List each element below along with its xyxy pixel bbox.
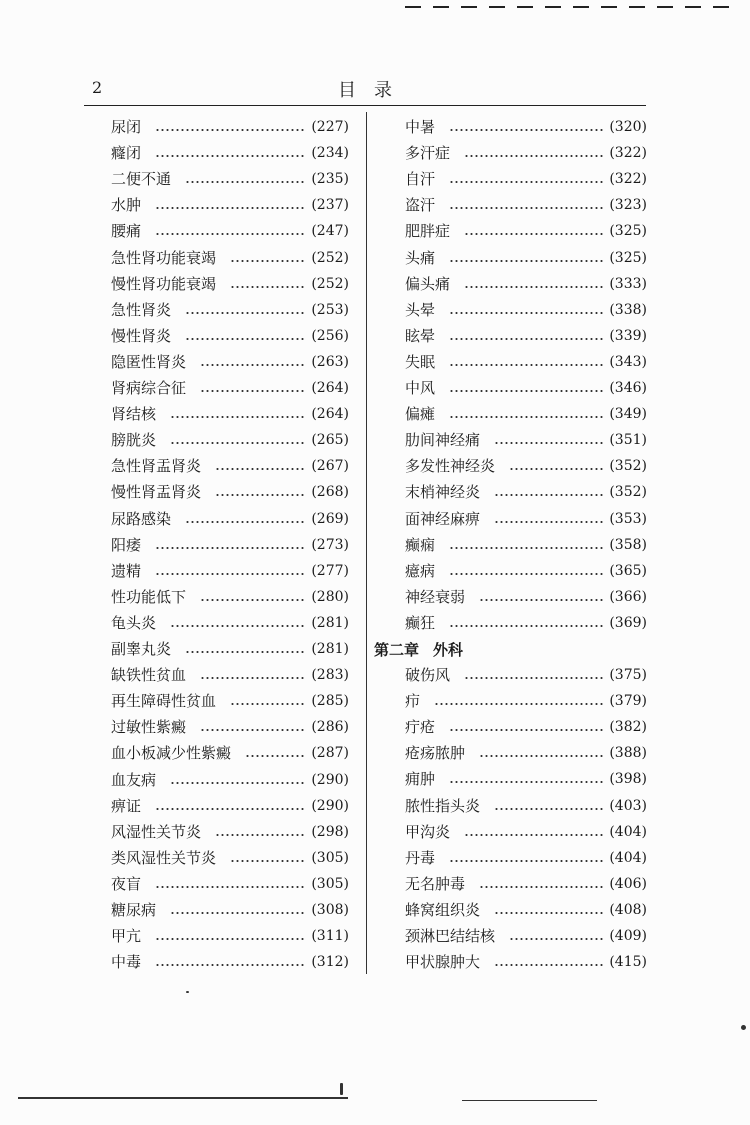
toc-entry-page: (352): [609, 484, 647, 501]
toc-entry[interactable]: [111, 535, 349, 555]
toc-entry-title: 盗汗: [405, 196, 436, 215]
toc-entry-page: (322): [609, 145, 647, 162]
toc-entry-page: (352): [609, 458, 647, 475]
dot-leader: [464, 221, 604, 241]
toc-entry-title: 过敏性紫癜: [111, 718, 187, 737]
toc-entry-page: (247): [311, 223, 349, 240]
dot-leader: [449, 769, 604, 789]
dot-leader: [479, 587, 604, 607]
toc-entry-title: 尿路感染: [111, 509, 172, 528]
dot-leader: [449, 248, 604, 268]
toc-entry-title: 二便不通: [111, 170, 172, 189]
toc-entry-page: (286): [311, 719, 349, 736]
toc-entry-title: 糖尿病: [111, 901, 157, 919]
dot-leader: [509, 456, 604, 476]
page-title: 目录: [338, 80, 410, 101]
toc-entry-page: (358): [609, 536, 647, 553]
toc-entry-page: (379): [609, 693, 647, 710]
dot-leader: [200, 587, 306, 607]
toc-entry-page: (234): [311, 145, 349, 162]
toc-entry-title: 破伤风: [405, 666, 451, 684]
toc-entry[interactable]: [111, 221, 349, 241]
dot-leader: [494, 952, 604, 972]
toc-entry-page: (404): [609, 849, 647, 866]
toc-entry[interactable]: [111, 926, 349, 946]
dot-leader: [185, 326, 306, 346]
dot-leader: [185, 300, 306, 320]
dot-leader: [200, 352, 306, 372]
toc-entry-page: (338): [609, 301, 647, 318]
dot-leader: [449, 535, 604, 555]
toc-entry[interactable]: [111, 300, 349, 320]
dot-leader: [449, 300, 604, 320]
toc-entry-title: 末梢神经炎: [405, 483, 481, 502]
dot-leader: [449, 326, 604, 346]
toc-entry-title: 急性肾炎: [111, 300, 172, 319]
toc-entry[interactable]: [405, 378, 647, 398]
toc-entry-title: 眩晕: [405, 326, 436, 345]
dot-leader: [449, 613, 604, 633]
dot-leader: [155, 874, 306, 894]
toc-entry-title: 副睾丸炎: [111, 640, 172, 658]
dot-leader: [464, 274, 604, 294]
toc-entry-title: 丹毒: [405, 848, 436, 867]
dot-leader: [155, 796, 306, 816]
toc-entry-title: 偏瘫: [405, 405, 436, 424]
toc-entry-title: 缺铁性贫血: [111, 666, 187, 685]
toc-entry-page: (325): [609, 223, 647, 240]
toc-entry[interactable]: [405, 117, 647, 137]
toc-entry-title: 类风湿性关节炎: [111, 848, 217, 867]
toc-entry[interactable]: [405, 900, 647, 920]
toc-entry-page: (285): [311, 693, 349, 710]
chapter-title: 外科: [433, 641, 464, 659]
toc-entry-page: (280): [311, 588, 349, 605]
toc-entry[interactable]: [405, 743, 647, 763]
dot-leader: [155, 195, 306, 215]
top-edge-dashes: [405, 6, 750, 12]
page-number: 2: [92, 78, 103, 97]
toc-entry-title: 面神经麻痹: [405, 509, 481, 528]
toc-entry-title: 头晕: [405, 300, 436, 319]
dot-leader: [449, 404, 604, 424]
toc-entry-page: (415): [609, 954, 647, 971]
toc-entry-page: (273): [311, 536, 349, 553]
toc-entry-page: (346): [609, 380, 647, 396]
toc-entry[interactable]: [405, 274, 647, 294]
toc-entry-title: 隐匿性肾炎: [111, 352, 187, 371]
toc-entry-title: 偏头痛: [405, 274, 451, 293]
dot-leader: [479, 743, 604, 763]
toc-entry-title: 肾病综合征: [111, 379, 187, 397]
toc-entry-title: 血友病: [111, 770, 157, 789]
toc-entry-title: 甲状腺肿大: [405, 953, 481, 972]
toc-entry[interactable]: [405, 326, 647, 346]
toc-entry-title: 疔疮: [405, 718, 436, 737]
toc-entry-title: 性功能低下: [111, 587, 187, 606]
toc-entry-title: 慢性肾功能衰竭: [111, 274, 217, 293]
toc-entry-page: (237): [311, 197, 349, 214]
dot-leader: [464, 665, 604, 685]
toc-entry[interactable]: [405, 143, 647, 163]
dot-leader: [449, 117, 604, 137]
toc-entry[interactable]: [405, 665, 647, 685]
dot-leader: [155, 143, 306, 163]
toc-entry-title: 阳痿: [111, 535, 142, 554]
toc-entry-title: 膀胱炎: [111, 431, 157, 450]
toc-entry[interactable]: [405, 717, 647, 737]
dot-leader: [215, 456, 306, 476]
toc-entry-page: (305): [311, 849, 349, 866]
toc-entry-page: (323): [609, 197, 647, 214]
header-rule: [84, 105, 646, 106]
toc-entry-title: 多汗症: [405, 144, 451, 163]
toc-entry-title: 疖: [405, 692, 421, 711]
toc-entry-title: 颈淋巴结结核: [405, 927, 496, 945]
toc-entry-title: 甲沟炎: [405, 822, 451, 841]
toc-entry-page: (252): [311, 249, 349, 266]
dot-leader: [230, 848, 306, 868]
dot-leader: [215, 822, 306, 842]
toc-entry-page: (268): [311, 484, 349, 501]
toc-entry[interactable]: [111, 326, 349, 346]
toc-entry[interactable]: [111, 743, 349, 763]
dot-leader: [170, 430, 306, 450]
toc-entry-page: (351): [609, 432, 647, 449]
toc-entry[interactable]: [405, 848, 647, 868]
toc-entry[interactable]: [405, 509, 647, 529]
toc-entry[interactable]: [111, 952, 349, 972]
bottom-scan-rule-right: [462, 1100, 597, 1101]
toc-entry[interactable]: [111, 796, 349, 816]
toc-entry[interactable]: [111, 770, 349, 790]
chapter-heading: [374, 640, 463, 660]
toc-entry-page: (322): [609, 171, 647, 188]
toc-entry-page: (308): [311, 902, 349, 918]
dot-leader: [155, 117, 306, 137]
toc-entry[interactable]: [405, 352, 647, 372]
toc-entry[interactable]: [111, 404, 349, 424]
toc-entry-page: (349): [609, 406, 647, 423]
toc-entry-page: (333): [609, 275, 647, 292]
toc-entry-title: 神经衰弱: [405, 587, 466, 606]
toc-entry-title: 慢性肾炎: [111, 326, 172, 345]
toc-entry-page: (409): [609, 928, 647, 944]
toc-entry-title: 头痛: [405, 248, 436, 267]
dot-leader: [494, 482, 604, 502]
toc-entry-title: 中暑: [405, 118, 436, 136]
dot-leader: [245, 743, 306, 763]
scan-speck: [340, 1083, 343, 1095]
dot-leader: [185, 169, 306, 189]
toc-entry-page: (320): [609, 119, 647, 135]
toc-entry-title: 水肿: [111, 196, 142, 215]
toc-entry-title: 夜盲: [111, 874, 142, 893]
dot-leader: [200, 378, 306, 398]
toc-entry-page: (388): [609, 745, 647, 762]
toc-entry-title: 腰痛: [111, 222, 142, 241]
toc-entry-page: (403): [609, 797, 647, 814]
toc-entry-title: 急性肾盂肾炎: [111, 457, 202, 476]
toc-entry-page: (264): [311, 406, 349, 423]
dot-leader: [170, 613, 306, 633]
dot-leader: [449, 848, 604, 868]
toc-entry-page: (281): [311, 641, 349, 657]
toc-entry-page: (369): [609, 614, 647, 631]
toc-entry[interactable]: [111, 352, 349, 372]
toc-entry[interactable]: [405, 926, 647, 946]
dot-leader: [200, 665, 306, 685]
toc-entry-page: (253): [311, 301, 349, 318]
dot-leader: [494, 509, 604, 529]
toc-entry[interactable]: [111, 822, 349, 842]
dot-leader: [230, 691, 306, 711]
toc-entry-page: (398): [609, 771, 647, 788]
column-divider: [366, 112, 367, 974]
toc-entry[interactable]: [111, 561, 349, 581]
dot-leader: [464, 143, 604, 163]
toc-entry-title: 肾结核: [111, 405, 157, 424]
toc-entry-title: 遗精: [111, 561, 142, 580]
toc-entry-title: 肋间神经痛: [405, 431, 481, 450]
toc-entry-page: (281): [311, 614, 349, 631]
toc-entry-title: 痹证: [111, 796, 142, 815]
toc-entry[interactable]: [405, 587, 647, 607]
toc-entry-title: 血小板减少性紫癜: [111, 744, 232, 763]
toc-entry[interactable]: [111, 900, 349, 920]
toc-entry-title: 痈肿: [405, 770, 436, 789]
toc-entry[interactable]: [111, 430, 349, 450]
dot-leader: [449, 717, 604, 737]
toc-entry[interactable]: [111, 169, 349, 189]
toc-entry[interactable]: [405, 482, 647, 502]
toc-entry-page: (265): [311, 432, 349, 449]
toc-entry[interactable]: [111, 456, 349, 476]
dot-leader: [155, 561, 306, 581]
toc-entry-page: (290): [311, 797, 349, 814]
toc-entry[interactable]: [111, 117, 349, 137]
toc-entry[interactable]: [405, 195, 647, 215]
toc-entry[interactable]: [111, 874, 349, 894]
toc-entry-title: 癃闭: [111, 144, 142, 163]
toc-entry[interactable]: [405, 221, 647, 241]
toc-entry-page: (406): [609, 875, 647, 892]
dot-leader: [185, 509, 306, 529]
toc-entry-page: (227): [311, 119, 349, 135]
toc-entry-page: (312): [311, 954, 349, 971]
toc-entry[interactable]: [111, 509, 349, 529]
toc-entry-page: (287): [311, 745, 349, 762]
toc-entry[interactable]: [111, 274, 349, 294]
toc-entry-page: (252): [311, 275, 349, 292]
toc-entry[interactable]: [111, 691, 349, 711]
toc-entry[interactable]: [111, 482, 349, 502]
toc-entry-page: (267): [311, 458, 349, 475]
toc-entry-page: (311): [311, 928, 349, 945]
toc-entry-page: (339): [609, 327, 647, 344]
toc-entry-title: 再生障碍性贫血: [111, 692, 217, 711]
dot-leader: [509, 926, 604, 946]
toc-entry-title: 脓性指头炎: [405, 796, 481, 815]
toc-entry[interactable]: [405, 300, 647, 320]
toc-entry[interactable]: [405, 613, 647, 633]
toc-entry-page: (298): [311, 823, 349, 840]
toc-entry[interactable]: [111, 248, 349, 268]
toc-entry-page: (404): [609, 823, 647, 840]
dot-leader: [494, 430, 604, 450]
toc-entry[interactable]: [405, 796, 647, 816]
toc-entry-page: (375): [609, 667, 647, 683]
toc-entry[interactable]: [405, 169, 647, 189]
dot-leader: [155, 926, 306, 946]
toc-entry-title: 中风: [405, 379, 436, 397]
chapter-label: 第二章: [374, 641, 420, 659]
dot-leader: [494, 796, 604, 816]
dot-leader: [155, 535, 306, 555]
scan-speck: [186, 991, 189, 993]
toc-entry[interactable]: [111, 195, 349, 215]
dot-leader: [449, 561, 604, 581]
toc-entry-page: (283): [311, 667, 349, 684]
toc-entry-title: 自汗: [405, 170, 436, 189]
toc-entry-page: (290): [311, 771, 349, 788]
toc-entry-page: (305): [311, 875, 349, 892]
dot-leader: [434, 691, 604, 711]
toc-entry-page: (343): [609, 353, 647, 370]
toc-entry[interactable]: [405, 561, 647, 581]
toc-entry[interactable]: [111, 143, 349, 163]
dot-leader: [215, 482, 306, 502]
dot-leader: [494, 900, 604, 920]
toc-entry[interactable]: [405, 404, 647, 424]
toc-entry-title: 无名肿毒: [405, 874, 466, 893]
toc-entry-title: 龟头炎: [111, 613, 157, 632]
bottom-scan-rule: [18, 1097, 348, 1099]
toc-entry[interactable]: [111, 378, 349, 398]
toc-entry[interactable]: [405, 952, 647, 972]
toc-entry[interactable]: [405, 874, 647, 894]
toc-entry[interactable]: [405, 691, 647, 711]
toc-entry-page: (277): [311, 562, 349, 579]
toc-entry[interactable]: [405, 456, 647, 476]
toc-entry[interactable]: [111, 848, 349, 868]
toc-entry[interactable]: [111, 639, 349, 659]
dot-leader: [449, 378, 604, 398]
toc-entry-page: (353): [609, 510, 647, 527]
toc-entry-title: 癫狂: [405, 613, 436, 632]
toc-entry-title: 急性肾功能衰竭: [111, 248, 217, 267]
dot-leader: [464, 822, 604, 842]
toc-entry-title: 癫痫: [405, 535, 436, 554]
dot-leader: [155, 221, 306, 241]
toc-entry[interactable]: [405, 535, 647, 555]
toc-entry-title: 癔病: [405, 561, 436, 580]
toc-entry[interactable]: [111, 717, 349, 737]
toc-entry-title: 蜂窝组织炎: [405, 900, 481, 919]
toc-entry-page: (264): [311, 380, 349, 396]
toc-entry[interactable]: [405, 248, 647, 268]
scan-speck: [741, 1025, 746, 1030]
dot-leader: [449, 352, 604, 372]
toc-entry-page: (408): [609, 901, 647, 918]
dot-leader: [449, 195, 604, 215]
toc-entry-title: 风湿性关节炎: [111, 822, 202, 841]
dot-leader: [170, 404, 306, 424]
toc-entry[interactable]: [405, 430, 647, 450]
dot-leader: [170, 770, 306, 790]
toc-entry-page: (235): [311, 171, 349, 188]
toc-entry-title: 疮疡脓肿: [405, 744, 466, 763]
toc-entry[interactable]: [405, 769, 647, 789]
dot-leader: [479, 874, 604, 894]
dot-leader: [185, 639, 306, 659]
toc-entry-title: 尿闭: [111, 118, 142, 136]
toc-entry[interactable]: [111, 587, 349, 607]
toc-entry[interactable]: [111, 665, 349, 685]
toc-entry-title: 失眠: [405, 352, 436, 371]
toc-entry-page: (366): [609, 588, 647, 605]
dot-leader: [170, 900, 306, 920]
dot-leader: [449, 169, 604, 189]
toc-entry-page: (365): [609, 562, 647, 579]
toc-entry-title: 慢性肾盂肾炎: [111, 483, 202, 502]
toc-entry-page: (256): [311, 327, 349, 344]
dot-leader: [230, 274, 306, 294]
toc-entry[interactable]: [111, 613, 349, 633]
toc-entry[interactable]: [405, 822, 647, 842]
toc-entry-title: 多发性神经炎: [405, 457, 496, 476]
dot-leader: [230, 248, 306, 268]
toc-entry-title: 中毒: [111, 953, 142, 972]
dot-leader: [200, 717, 306, 737]
toc-entry-page: (269): [311, 510, 349, 527]
toc-entry-title: 肥胖症: [405, 222, 451, 241]
toc-entry-page: (263): [311, 353, 349, 370]
dot-leader: [155, 952, 306, 972]
toc-entry-page: (325): [609, 249, 647, 266]
toc-entry-title: 甲亢: [111, 927, 142, 946]
toc-entry-page: (382): [609, 719, 647, 736]
